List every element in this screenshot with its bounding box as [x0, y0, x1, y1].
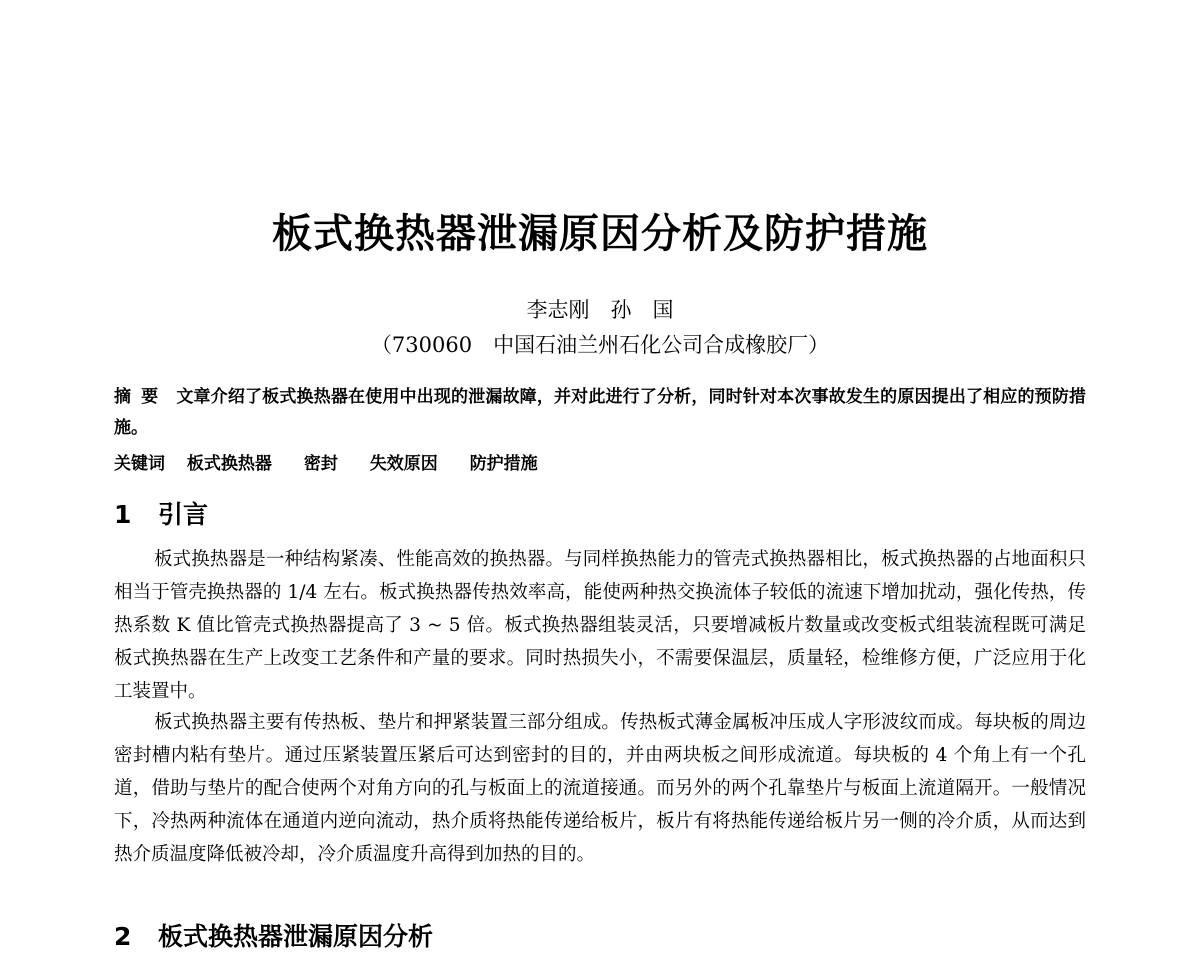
section-number: 2 — [114, 922, 132, 951]
section-heading-leak-analysis — [114, 920, 433, 954]
body-paragraph: 板式换热器是一种结构紧凑、性能高效的换热器。与同样换热能力的管壳式换热器相比，板式换热器的占地面积只相当于管壳换热器的 1/4 左右。板式换热器传热效率高，能使两种热交换流体子较低的流速下增加扰动，强化传热，传热系数 K 值比管壳式换热器提高了 3 ~ 5 倍。板式换热器组装灵活，只要增减板片数量或改变板式组装流程既可满足板式换热器在生产上改变工艺条件和产量的要求。同时热损失小，不需要保温层，质量轻，检维修方便，广泛应用于化工装置中。 — [114, 549, 1086, 702]
author-affiliation: （730060 中国石油兰州石化公司合成橡胶厂） — [370, 333, 830, 357]
keyword-item: 板式换热器 — [186, 454, 272, 474]
paper-title: 板式换热器泄漏原因分析及防护措施 — [272, 211, 928, 257]
section-number: 1 — [114, 500, 132, 529]
section-title: 引言 — [158, 500, 209, 529]
keywords — [114, 449, 1086, 479]
abstract-label: 摘要 — [114, 387, 169, 407]
author-list: 李志刚 孙 国 — [526, 298, 674, 322]
section-title: 板式换热器泄漏原因分析 — [158, 922, 434, 951]
abstract-text: 文章介绍了板式换热器在使用中出现的泄漏故障，并对此进行了分析，同时针对本次事故发生的原因提出了相应的预防措施。 — [114, 387, 1087, 438]
keyword-item: 失效原因 — [369, 454, 438, 474]
keyword-item: 防护措施 — [469, 454, 538, 474]
keyword-item: 密封 — [303, 454, 338, 474]
keywords-label: 关键词 — [114, 454, 165, 474]
section-heading-introduction — [114, 498, 208, 532]
abstract — [114, 382, 1086, 444]
body-paragraph: 板式换热器主要有传热板、垫片和押紧装置三部分组成。传热板式薄金属板冲压成人字形波纹而成。每块板的周边密封槽内粘有垫片。通过压紧装置压紧后可达到密封的目的，并由两块板之间形成流道。每块板的 4 个角上有一个孔道，借助与垫片的配合使两个对角方向的孔与板面上的流道接通。而另外的两个孔靠垫片与板面上流道隔开。一般情况下，冷热两种流体在通道内逆向流动，热介质将热能传递给板片，板片有将热能传递给板片另一侧的冷介质，从而达到热介质温度降低被冷却，冷介质温度升高得到加热的目的。 — [114, 712, 1086, 865]
